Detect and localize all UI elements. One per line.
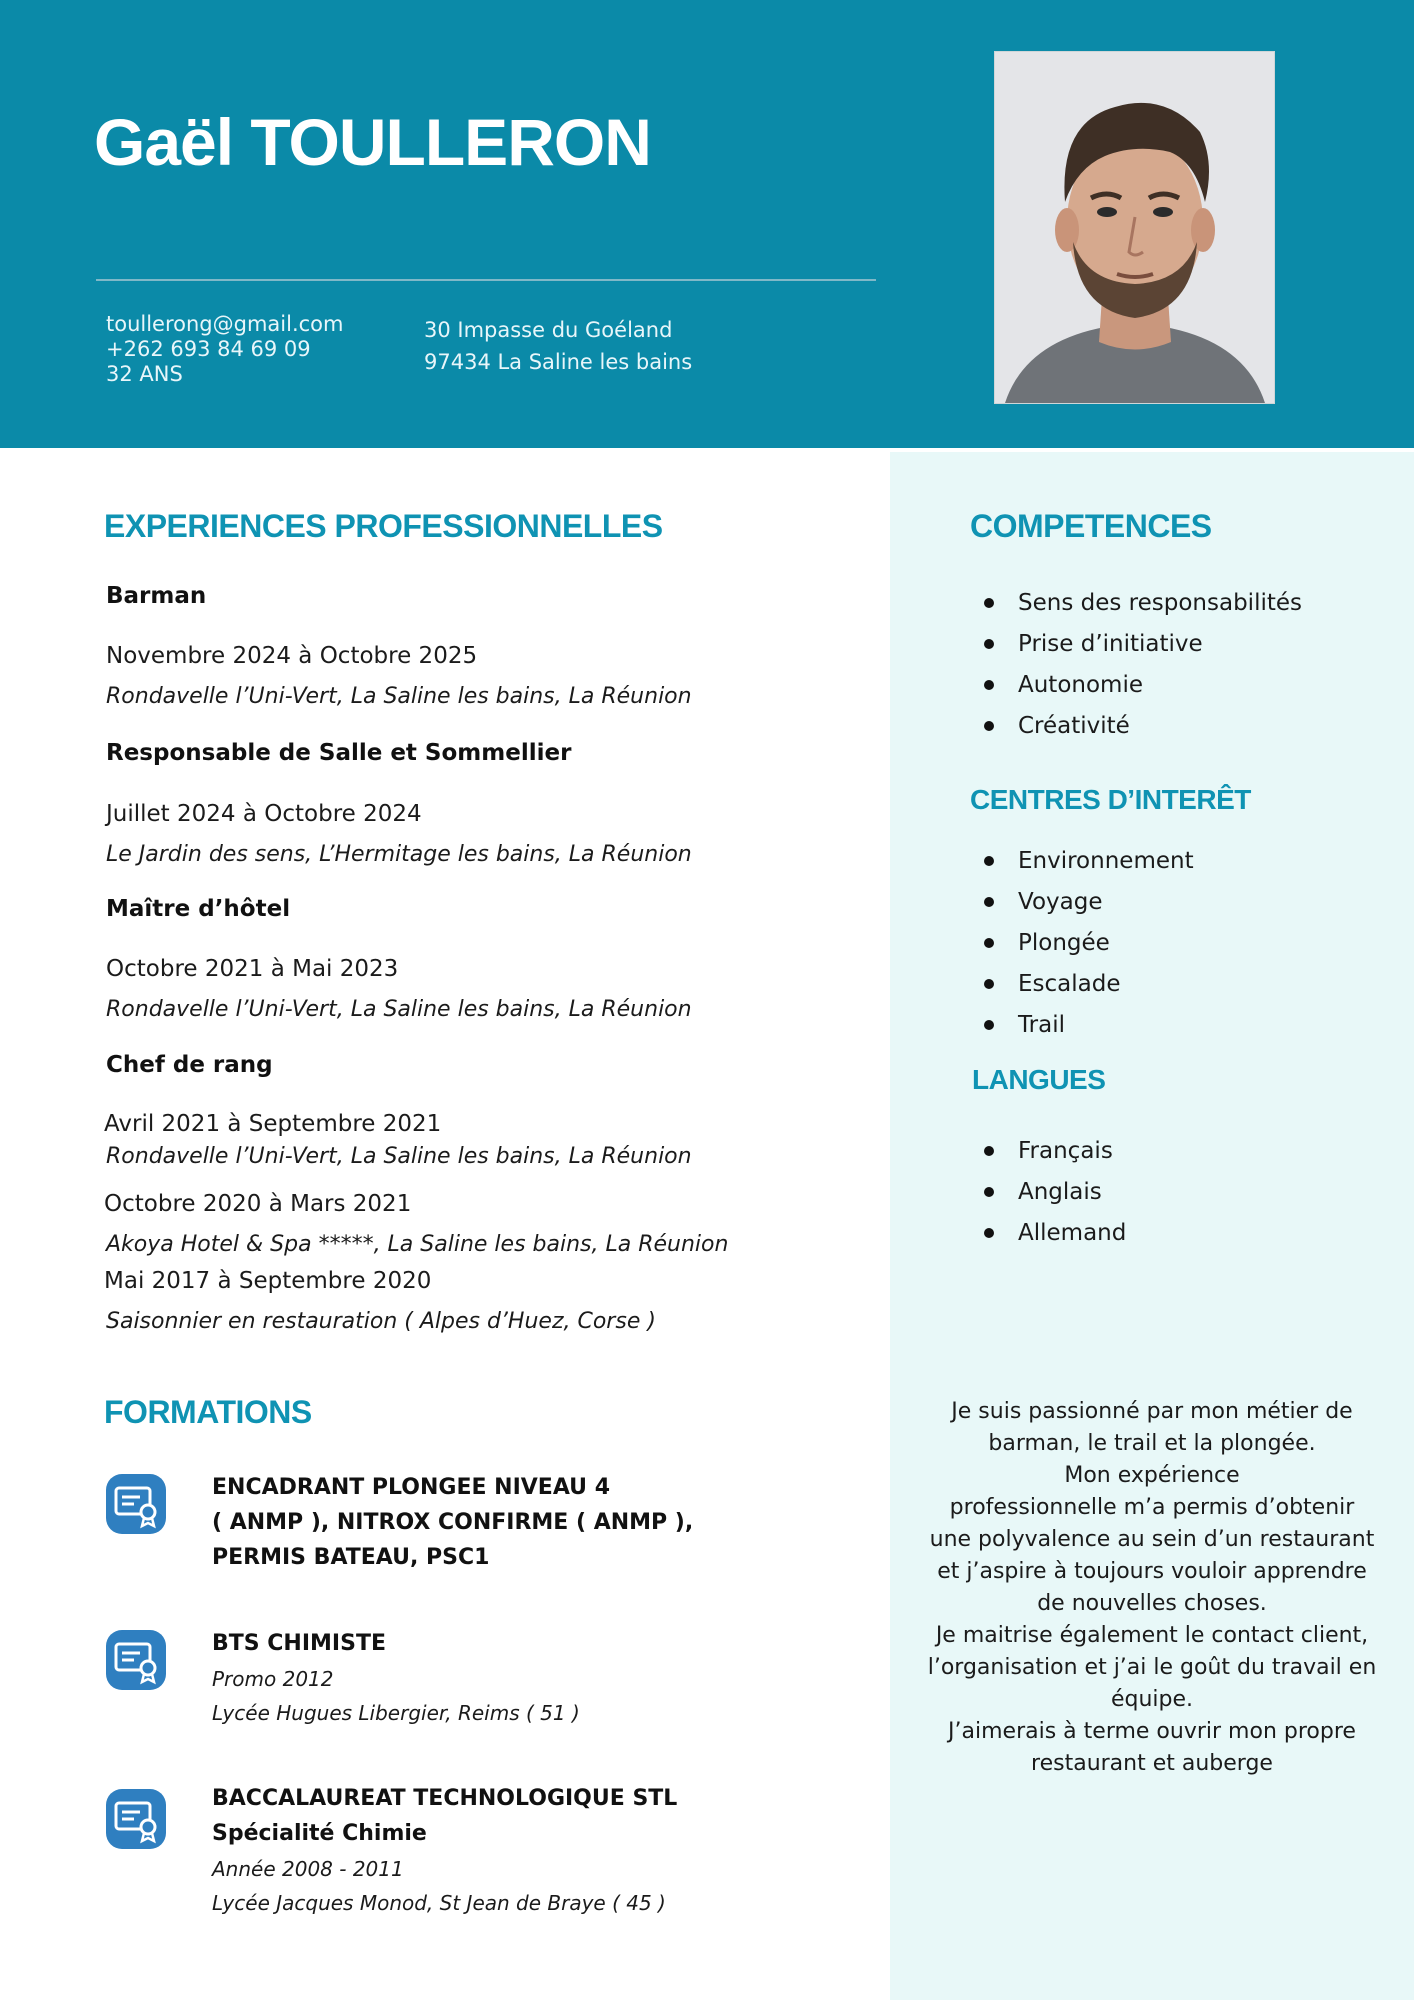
list-item: Français (984, 1137, 1126, 1178)
header-divider (96, 279, 876, 281)
bio-line: une polyvalence au sein d’un restaurant (929, 1527, 1375, 1552)
diploma-icon (104, 1628, 168, 1692)
email[interactable]: toullerong@gmail.com (106, 312, 344, 336)
job-place: Rondavelle l’Uni-Vert, La Saline les bains, La Réunion (106, 1144, 692, 1169)
competences-list (984, 589, 1302, 753)
job-title: Responsable de Salle et Sommellier (106, 740, 572, 766)
header-banner (0, 0, 1414, 448)
job-dates: Octobre 2021 à Mai 2023 (106, 956, 399, 982)
address-line-2: 97434 La Saline les bains (424, 350, 693, 374)
langues-heading: LANGUES (972, 1064, 1106, 1095)
bio-line: l’organisation et j’ai le goût du travail en (927, 1655, 1377, 1680)
profile-photo (994, 51, 1275, 404)
bio-line: et j’aspire à toujours vouloir apprendre (937, 1559, 1367, 1584)
formation-detail: Lycée Hugues Libergier, Reims ( 51 ) (212, 1701, 580, 1725)
job-dates: Mai 2017 à Septembre 2020 (104, 1268, 432, 1294)
age: 32 ANS (106, 362, 183, 386)
job-place: Rondavelle l’Uni-Vert, La Saline les bains, La Réunion (106, 684, 692, 709)
job-dates: Octobre 2020 à Mars 2021 (104, 1191, 412, 1217)
diploma-icon (104, 1472, 168, 1536)
phone[interactable]: +262 693 84 69 09 (106, 337, 311, 361)
job-place: Rondavelle l’Uni-Vert, La Saline les bains, La Réunion (106, 997, 692, 1022)
job-dates: Avril 2021 à Septembre 2021 (104, 1111, 442, 1137)
list-item: Créativité (984, 712, 1302, 753)
formation-title-line: BTS CHIMISTE (212, 1631, 386, 1656)
formation-detail: Lycée Jacques Monod, St Jean de Braye ( 45 ) (212, 1891, 666, 1915)
list-item: Autonomie (984, 671, 1302, 712)
address-line-1: 30 Impasse du Goéland (424, 318, 673, 342)
job-place: Le Jardin des sens, L’Hermitage les bains, La Réunion (106, 842, 692, 867)
formation-title-line: PERMIS BATEAU, PSC1 (212, 1545, 490, 1570)
job-dates: Juillet 2024 à Octobre 2024 (106, 801, 422, 827)
bio-line: Je suis passionné par mon métier de (951, 1399, 1353, 1424)
bio-line: barman, le trail et la plongée. (988, 1431, 1316, 1456)
portrait-illustration (995, 52, 1274, 403)
job-place: Akoya Hotel & Spa *****, La Saline les bains, La Réunion (106, 1232, 729, 1257)
bio-paragraph (916, 1396, 1388, 1780)
formation-detail: Année 2008 - 2011 (212, 1857, 404, 1881)
job-title: Maître d’hôtel (106, 896, 291, 922)
experience-heading: EXPERIENCES PROFESSIONNELLES (104, 508, 663, 544)
competences-heading: COMPETENCES (970, 508, 1212, 544)
candidate-name: Gaël TOULLERON (94, 105, 651, 179)
list-item: Voyage (984, 888, 1194, 929)
bio-line: Je maitrise également le contact client, (935, 1623, 1369, 1648)
list-item: Environnement (984, 847, 1194, 888)
list-item: Escalade (984, 970, 1194, 1011)
formation-title-line: ENCADRANT PLONGEE NIVEAU 4 (212, 1475, 610, 1500)
job-title: Barman (106, 583, 207, 609)
bio-line: professionnelle m’a permis d’obtenir (949, 1495, 1355, 1520)
job-title: Chef de rang (106, 1052, 273, 1078)
formation-title-line: BACCALAUREAT TECHNOLOGIQUE STL (212, 1786, 678, 1811)
langues-list (984, 1137, 1126, 1260)
formation-title-line: ( ANMP ), NITROX CONFIRME ( ANMP ), (212, 1510, 694, 1535)
formations-heading: FORMATIONS (104, 1394, 312, 1430)
bio-line: Mon expérience (1064, 1463, 1240, 1488)
formation-title-line: Spécialité Chimie (212, 1821, 427, 1846)
bio-line: de nouvelles choses. (1037, 1591, 1267, 1616)
bio-line: J’aimerais à terme ouvrir mon propre (948, 1719, 1356, 1744)
list-item: Prise d’initiative (984, 630, 1302, 671)
job-dates: Novembre 2024 à Octobre 2025 (106, 643, 478, 669)
contact-block (106, 312, 344, 387)
bio-line: équipe. (1110, 1687, 1194, 1712)
interets-list (984, 847, 1194, 1052)
formation-detail: Promo 2012 (212, 1667, 334, 1691)
job-place: Saisonnier en restauration ( Alpes d’Huez, Corse ) (106, 1309, 656, 1334)
list-item: Allemand (984, 1219, 1126, 1260)
diploma-icon (104, 1787, 168, 1851)
interets-heading: CENTRES D’INTERÊT (970, 784, 1251, 815)
list-item: Trail (984, 1011, 1194, 1052)
bio-line: restaurant et auberge (1031, 1751, 1273, 1776)
address-block (424, 314, 692, 378)
list-item: Sens des responsabilités (984, 589, 1302, 630)
list-item: Plongée (984, 929, 1194, 970)
list-item: Anglais (984, 1178, 1126, 1219)
